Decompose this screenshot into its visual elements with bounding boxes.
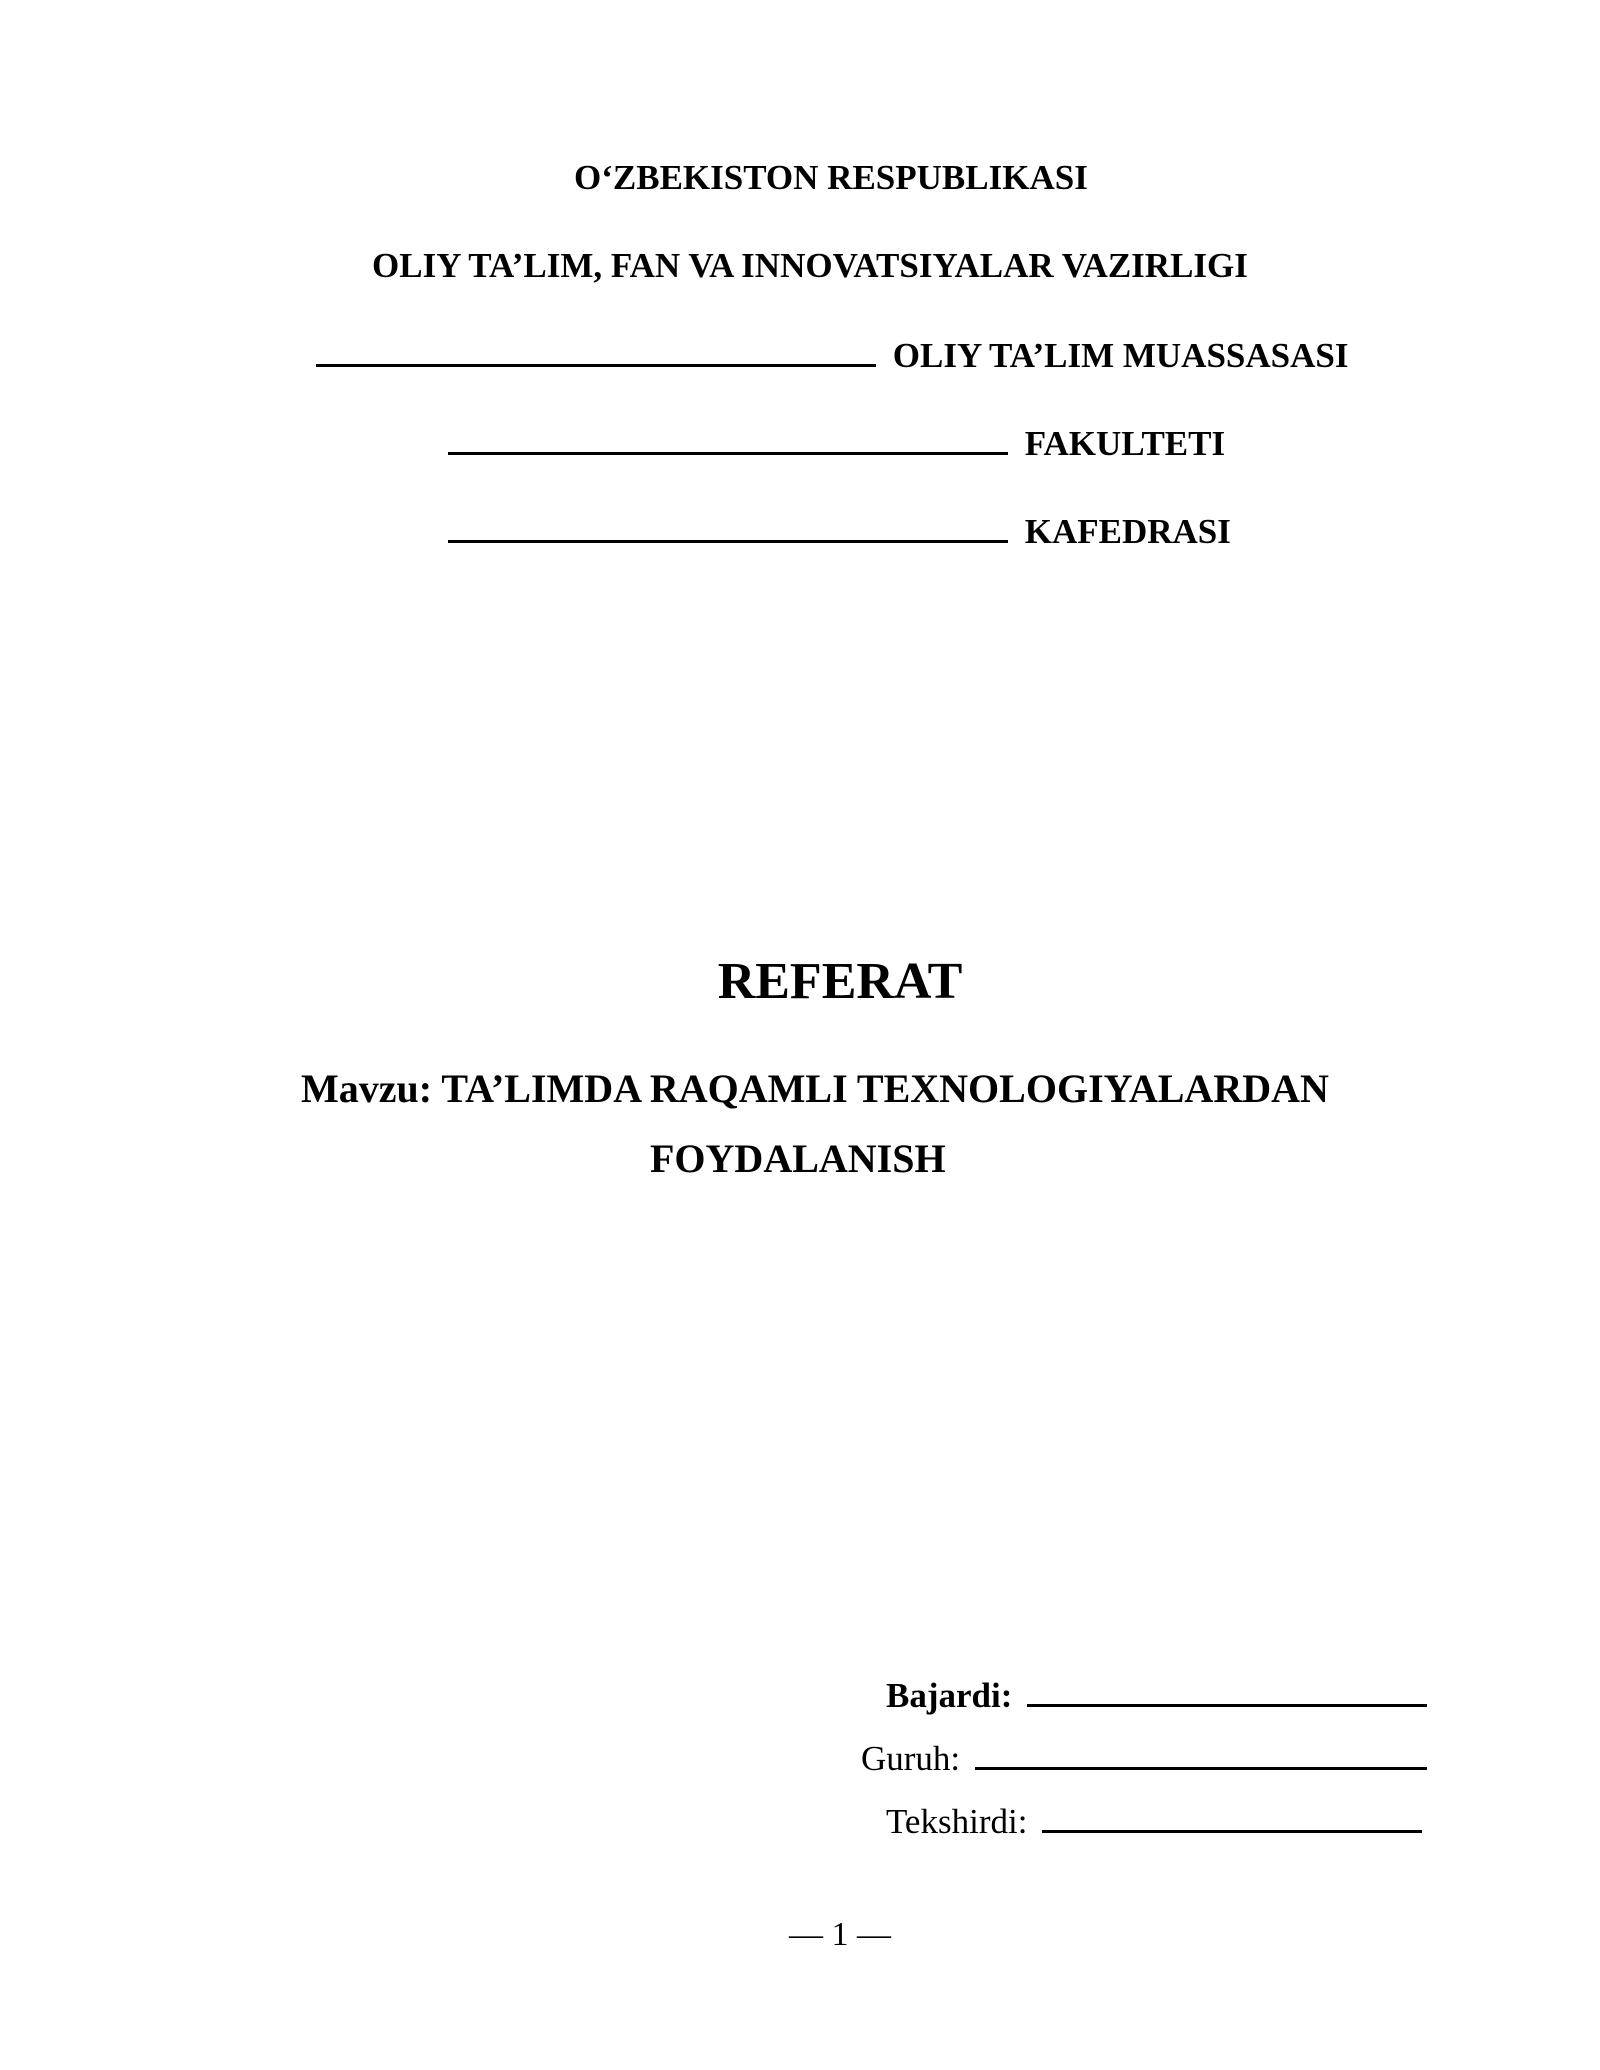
faculty-line [448, 422, 1225, 464]
topic-line-1 [301, 1066, 1329, 1112]
checked-by-field[interactable] [1042, 1800, 1422, 1833]
done-by-field[interactable] [1027, 1674, 1427, 1707]
done-by-label: Bajardi: [886, 1676, 1013, 1715]
checked-by-line [886, 1800, 1422, 1842]
document-title [40, 953, 1600, 1011]
group-field[interactable] [975, 1737, 1427, 1770]
group-line [861, 1737, 1427, 1779]
department-label: KAFEDRASI [1024, 512, 1231, 551]
institution-line [316, 334, 1349, 376]
department-blank [448, 510, 1008, 543]
group-label: Guruh: [861, 1739, 961, 1778]
topic-line-2 [650, 1136, 946, 1182]
topic-text-line1: TA’LIMDA RAQAMLI TEXNOLOGIYALARDAN [441, 1066, 1329, 1111]
country-heading [574, 158, 1088, 198]
title-text: REFERAT [717, 953, 963, 1010]
department-line [448, 510, 1231, 552]
faculty-blank [448, 422, 1008, 455]
topic-label: Mavzu: [301, 1066, 433, 1111]
institution-label: OLIY TA’LIM MUASSASASI [892, 336, 1349, 375]
country-text: O‘ZBEKISTON RESPUBLIKASI [574, 158, 1088, 197]
done-by-line [886, 1674, 1427, 1716]
page-number-text: — 1 — [789, 1916, 891, 1953]
ministry-text: OLIY TA’LIM, FAN VA INNOVATSIYALAR VAZIRLIGI [372, 246, 1248, 285]
topic-text-line2: FOYDALANISH [650, 1136, 946, 1181]
institution-blank [316, 334, 876, 367]
ministry-heading [372, 246, 1248, 286]
page-number [40, 1915, 1600, 1955]
checked-by-label: Tekshirdi: [886, 1802, 1028, 1841]
faculty-label: FAKULTETI [1024, 424, 1226, 463]
